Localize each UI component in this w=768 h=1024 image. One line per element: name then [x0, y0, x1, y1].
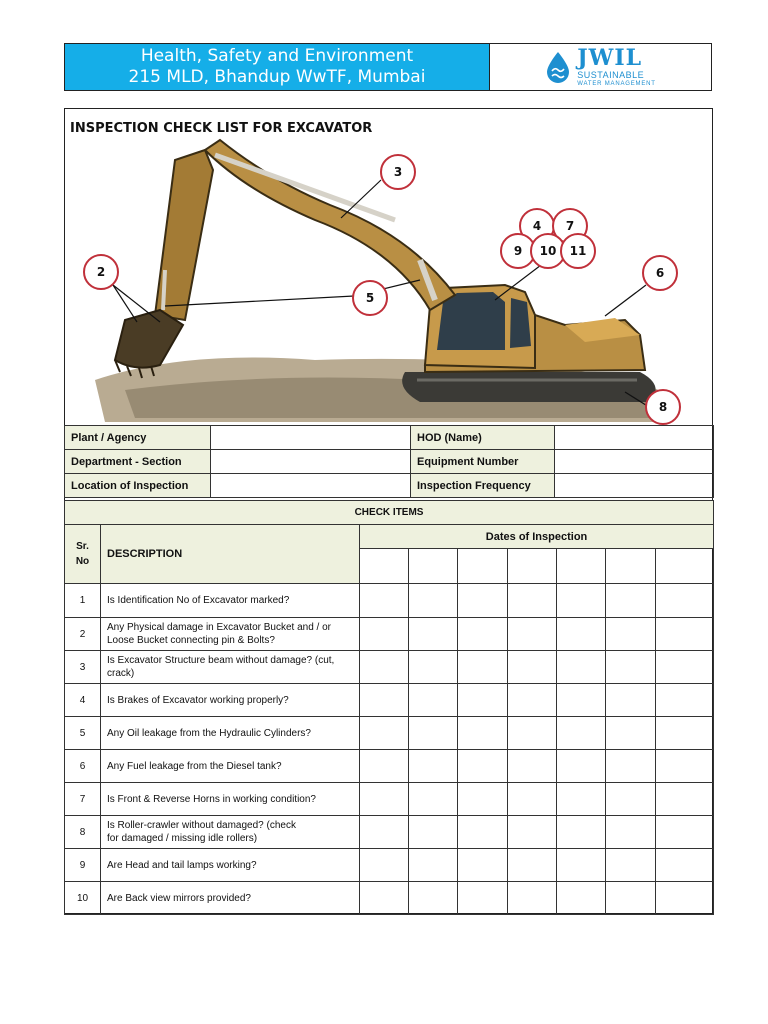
header-title-line2: 215 MLD, Bhandup WwTF, Mumbai: [128, 67, 426, 87]
check-item-description: Is Roller-crawler without damaged? (check for damaged / missing idle rollers): [101, 816, 360, 849]
inspection-frequency-field[interactable]: [555, 474, 714, 498]
callout-11: 11: [569, 244, 587, 258]
inspection-mark-cell[interactable]: [458, 651, 508, 684]
dates-of-inspection-header: Dates of Inspection: [360, 525, 714, 549]
inspection-mark-cell[interactable]: [360, 584, 409, 618]
inspection-mark-cell[interactable]: [508, 783, 557, 816]
table-row: [65, 849, 714, 882]
inspection-mark-cell[interactable]: [656, 750, 714, 783]
check-item-description: Are Back view mirrors provided?: [101, 882, 360, 915]
inspection-mark-cell[interactable]: [360, 717, 409, 750]
callout-2: 2: [96, 265, 106, 279]
check-item-description: Any Oil leakage from the Hydraulic Cylinders?: [101, 717, 360, 750]
inspection-mark-cell[interactable]: [656, 684, 714, 717]
inspection-mark-cell[interactable]: [409, 783, 458, 816]
inspection-mark-cell[interactable]: [409, 882, 458, 915]
inspection-mark-cell[interactable]: [557, 750, 606, 783]
plant-agency-field[interactable]: [211, 426, 411, 450]
inspection-mark-cell[interactable]: [656, 816, 714, 849]
callout-10: 10: [539, 244, 557, 258]
callout-6: 6: [655, 266, 665, 280]
check-item-description: Any Fuel leakage from the Diesel tank?: [101, 750, 360, 783]
inspection-mark-cell[interactable]: [508, 849, 557, 882]
inspection-mark-cell[interactable]: [409, 618, 458, 651]
table-row: [65, 584, 714, 618]
inspection-frequency-label: Inspection Frequency: [411, 474, 555, 498]
check-item-number: 5: [65, 717, 101, 750]
table-row: [65, 618, 714, 651]
date-column-4[interactable]: [508, 549, 557, 584]
date-column-3[interactable]: [458, 549, 508, 584]
inspection-mark-cell[interactable]: [606, 849, 656, 882]
location-label: Location of Inspection: [65, 474, 211, 498]
inspection-mark-cell[interactable]: [458, 783, 508, 816]
inspection-mark-cell[interactable]: [508, 750, 557, 783]
inspection-mark-cell[interactable]: [606, 816, 656, 849]
callout-4: 4: [532, 219, 542, 233]
check-items-heading: CHECK ITEMS: [65, 501, 714, 525]
inspection-mark-cell[interactable]: [557, 816, 606, 849]
inspection-mark-cell[interactable]: [606, 684, 656, 717]
check-item-description: Any Physical damage in Excavator Bucket and / or Loose Bucket connecting pin & Bolts?: [101, 618, 360, 651]
inspection-mark-cell[interactable]: [360, 882, 409, 915]
table-row: [65, 651, 714, 684]
inspection-info-table: [64, 425, 714, 498]
inspection-mark-cell[interactable]: [656, 849, 714, 882]
header-title-box: [65, 44, 490, 90]
inspection-mark-cell[interactable]: [360, 684, 409, 717]
inspection-mark-cell[interactable]: [458, 816, 508, 849]
table-row: [65, 882, 714, 915]
check-item-number: 10: [65, 882, 101, 915]
table-row: [65, 816, 714, 849]
inspection-mark-cell[interactable]: [606, 750, 656, 783]
inspection-mark-cell[interactable]: [557, 584, 606, 618]
inspection-mark-cell[interactable]: [458, 618, 508, 651]
inspection-mark-cell[interactable]: [409, 816, 458, 849]
inspection-mark-cell[interactable]: [557, 849, 606, 882]
inspection-mark-cell[interactable]: [656, 717, 714, 750]
inspection-mark-cell[interactable]: [360, 783, 409, 816]
sr-no-header: Sr. No: [65, 525, 101, 584]
check-items-body: [65, 584, 714, 915]
table-row: [65, 783, 714, 816]
description-header: DESCRIPTION: [101, 525, 360, 584]
inspection-mark-cell[interactable]: [409, 849, 458, 882]
check-item-number: 9: [65, 849, 101, 882]
date-column-6[interactable]: [606, 549, 656, 584]
inspection-mark-cell[interactable]: [557, 717, 606, 750]
inspection-mark-cell[interactable]: [557, 783, 606, 816]
callout-3: 3: [393, 165, 403, 179]
page-header: [64, 43, 712, 91]
inspection-mark-cell[interactable]: [458, 584, 508, 618]
inspection-mark-cell[interactable]: [508, 717, 557, 750]
inspection-mark-cell[interactable]: [508, 882, 557, 915]
inspection-mark-cell[interactable]: [458, 849, 508, 882]
check-item-description: Is Excavator Structure beam without damage? (cut, crack): [101, 651, 360, 684]
callout-8: 8: [658, 400, 668, 414]
callout-9: 9: [513, 244, 523, 258]
table-row: [65, 717, 714, 750]
inspection-mark-cell[interactable]: [360, 849, 409, 882]
logo-name: JWIL: [577, 45, 643, 71]
inspection-mark-cell[interactable]: [606, 882, 656, 915]
inspection-mark-cell[interactable]: [557, 651, 606, 684]
inspection-mark-cell[interactable]: [360, 651, 409, 684]
inspection-mark-cell[interactable]: [656, 584, 714, 618]
logo-tagline-2: WATER MANAGEMENT: [577, 81, 656, 87]
inspection-mark-cell[interactable]: [458, 750, 508, 783]
check-item-number: 8: [65, 816, 101, 849]
hod-name-field[interactable]: [555, 426, 714, 450]
inspection-mark-cell[interactable]: [458, 684, 508, 717]
department-section-field[interactable]: [211, 450, 411, 474]
inspection-mark-cell[interactable]: [360, 750, 409, 783]
department-section-label: Department - Section: [65, 450, 211, 474]
inspection-mark-cell[interactable]: [508, 816, 557, 849]
inspection-mark-cell[interactable]: [409, 717, 458, 750]
inspection-mark-cell[interactable]: [409, 684, 458, 717]
inspection-mark-cell[interactable]: [606, 651, 656, 684]
date-column-2[interactable]: [409, 549, 458, 584]
date-column-7[interactable]: [656, 549, 714, 584]
check-item-description: Is Identification No of Excavator marked?: [101, 584, 360, 618]
check-item-description: Are Head and tail lamps working?: [101, 849, 360, 882]
equipment-number-field[interactable]: [555, 450, 714, 474]
inspection-mark-cell[interactable]: [606, 618, 656, 651]
check-items-table: [64, 500, 714, 915]
plant-agency-label: Plant / Agency: [65, 426, 211, 450]
inspection-mark-cell[interactable]: [409, 584, 458, 618]
inspection-mark-cell[interactable]: [557, 618, 606, 651]
logo-tagline: SUSTAINABLE: [577, 70, 645, 80]
inspection-mark-cell[interactable]: [606, 783, 656, 816]
date-column-1[interactable]: [360, 549, 409, 584]
excavator-illustration: [65, 110, 711, 425]
equipment-number-label: Equipment Number: [411, 450, 555, 474]
check-item-description: Is Front & Reverse Horns in working condition?: [101, 783, 360, 816]
check-item-number: 2: [65, 618, 101, 651]
inspection-mark-cell[interactable]: [508, 584, 557, 618]
inspection-mark-cell[interactable]: [409, 750, 458, 783]
check-item-number: 4: [65, 684, 101, 717]
callout-7: 7: [565, 219, 575, 233]
inspection-mark-cell[interactable]: [508, 651, 557, 684]
inspection-mark-cell[interactable]: [656, 618, 714, 651]
inspection-mark-cell[interactable]: [360, 618, 409, 651]
hod-name-label: HOD (Name): [411, 426, 555, 450]
inspection-mark-cell[interactable]: [458, 882, 508, 915]
company-logo: [490, 44, 711, 90]
inspection-mark-cell[interactable]: [458, 717, 508, 750]
checklist-title: INSPECTION CHECK LIST FOR EXCAVATOR: [70, 121, 373, 136]
table-row: [65, 684, 714, 717]
inspection-mark-cell[interactable]: [557, 684, 606, 717]
location-field[interactable]: [211, 474, 411, 498]
inspection-mark-cell[interactable]: [360, 816, 409, 849]
inspection-mark-cell[interactable]: [606, 717, 656, 750]
header-title-line1: Health, Safety and Environment: [140, 46, 414, 66]
table-row: [65, 750, 714, 783]
inspection-mark-cell[interactable]: [409, 651, 458, 684]
water-drop-globe-icon: [545, 51, 571, 83]
inspection-mark-cell[interactable]: [606, 584, 656, 618]
inspection-mark-cell[interactable]: [656, 882, 714, 915]
inspection-mark-cell[interactable]: [656, 651, 714, 684]
callout-5: 5: [365, 291, 375, 305]
date-column-5[interactable]: [557, 549, 606, 584]
check-item-number: 7: [65, 783, 101, 816]
check-item-number: 6: [65, 750, 101, 783]
check-item-number: 1: [65, 584, 101, 618]
check-item-description: Is Brakes of Excavator working properly?: [101, 684, 360, 717]
check-item-number: 3: [65, 651, 101, 684]
inspection-mark-cell[interactable]: [656, 783, 714, 816]
inspection-mark-cell[interactable]: [557, 882, 606, 915]
inspection-mark-cell[interactable]: [508, 684, 557, 717]
inspection-mark-cell[interactable]: [508, 618, 557, 651]
